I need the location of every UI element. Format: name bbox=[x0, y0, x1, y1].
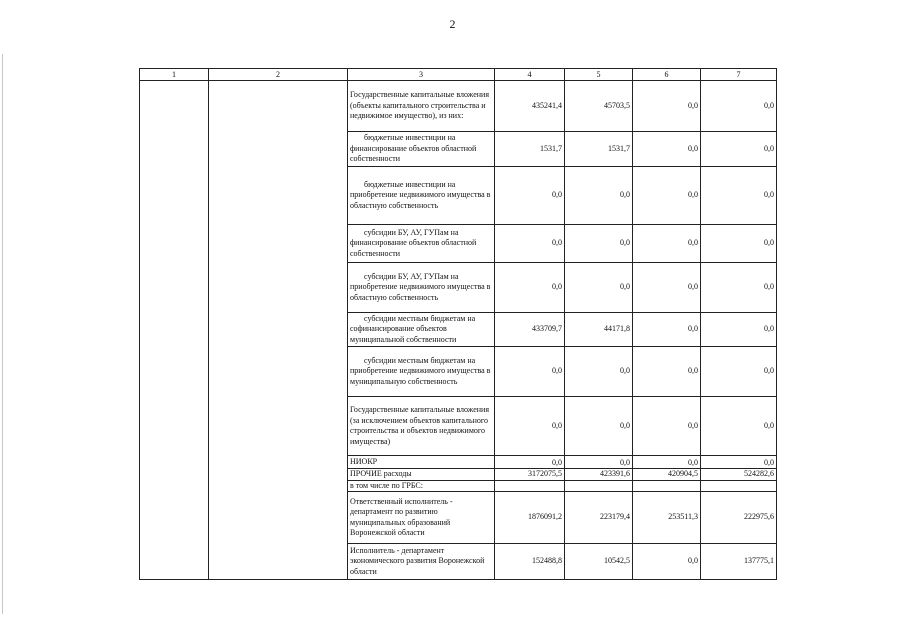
value-col-7: 222975,6 bbox=[701, 492, 777, 544]
row-label bbox=[348, 132, 495, 167]
row-label: Исполнитель - департамент экономического развития Воронежской области bbox=[348, 544, 495, 580]
value-col-7: 0,0 bbox=[701, 132, 777, 167]
value-col-6: 0,0 bbox=[633, 225, 701, 263]
value-col-5 bbox=[565, 480, 633, 492]
row-label bbox=[348, 347, 495, 397]
value-col-4: 0,0 bbox=[495, 263, 565, 313]
value-col-5: 0,0 bbox=[565, 167, 633, 225]
budget-table bbox=[139, 68, 777, 580]
row-label-text: субсидии местным бюджетам на софинансирование объектов муниципальной собственности bbox=[350, 313, 476, 344]
value-col-6: 0,0 bbox=[633, 456, 701, 469]
value-col-5: 0,0 bbox=[565, 263, 633, 313]
value-col-4: 0,0 bbox=[495, 397, 565, 456]
header-cell-3: 3 bbox=[348, 69, 495, 81]
table-header-row bbox=[140, 69, 777, 81]
header-cell-1: 1 bbox=[140, 69, 209, 81]
value-col-7: 0,0 bbox=[701, 225, 777, 263]
value-col-5: 44171,8 bbox=[565, 313, 633, 347]
value-col-7: 0,0 bbox=[701, 397, 777, 456]
value-col-6: 0,0 bbox=[633, 397, 701, 456]
column-2-cell bbox=[209, 81, 348, 580]
value-col-7: 0,0 bbox=[701, 313, 777, 347]
row-label: Государственные капитальные вложения (объекты капитального строительства и недвижимое имущество), из них: bbox=[348, 81, 495, 132]
value-col-4: 1531,7 bbox=[495, 132, 565, 167]
value-col-6: 0,0 bbox=[633, 132, 701, 167]
value-col-7 bbox=[701, 480, 777, 492]
page-number: 2 bbox=[449, 17, 456, 31]
value-col-6: 0,0 bbox=[633, 81, 701, 132]
value-col-5: 10542,5 bbox=[565, 544, 633, 580]
row-label: в том числе по ГРБС: bbox=[348, 480, 495, 492]
value-col-6: 0,0 bbox=[633, 167, 701, 225]
value-col-4: 0,0 bbox=[495, 456, 565, 469]
value-col-5: 423391,6 bbox=[565, 469, 633, 481]
value-col-4: 0,0 bbox=[495, 167, 565, 225]
value-col-5: 1531,7 bbox=[565, 132, 633, 167]
value-col-6: 0,0 bbox=[633, 544, 701, 580]
value-col-7: 137775,1 bbox=[701, 544, 777, 580]
row-label bbox=[348, 225, 495, 263]
value-col-4: 0,0 bbox=[495, 347, 565, 397]
row-label-text: бюджетные инвестиции на приобретение недвижимого имущества в областную собственность bbox=[350, 179, 491, 210]
value-col-4: 3172075,5 bbox=[495, 469, 565, 481]
value-col-7: 0,0 bbox=[701, 167, 777, 225]
header-cell-2: 2 bbox=[209, 69, 348, 81]
value-col-4: 1876091,2 bbox=[495, 492, 565, 544]
value-col-4: 152488,8 bbox=[495, 544, 565, 580]
table-row bbox=[140, 81, 777, 132]
value-col-6: 0,0 bbox=[633, 313, 701, 347]
value-col-6: 0,0 bbox=[633, 263, 701, 313]
value-col-5: 0,0 bbox=[565, 347, 633, 397]
row-label-text: бюджетные инвестиции на финансирование объектов областной собственности bbox=[350, 133, 477, 164]
value-col-6: 0,0 bbox=[633, 347, 701, 397]
row-label: НИОКР bbox=[348, 456, 495, 469]
value-col-5: 45703,5 bbox=[565, 81, 633, 132]
value-col-4: 0,0 bbox=[495, 225, 565, 263]
value-col-7: 0,0 bbox=[701, 81, 777, 132]
value-col-6 bbox=[633, 480, 701, 492]
scan-edge-line bbox=[2, 54, 3, 614]
header-cell-7: 7 bbox=[701, 69, 777, 81]
header-cell-5: 5 bbox=[565, 69, 633, 81]
row-label bbox=[348, 313, 495, 347]
value-col-4: 435241,4 bbox=[495, 81, 565, 132]
value-col-6: 253511,3 bbox=[633, 492, 701, 544]
row-label bbox=[348, 167, 495, 225]
value-col-7: 0,0 bbox=[701, 456, 777, 469]
value-col-4: 433709,7 bbox=[495, 313, 565, 347]
value-col-7: 524282,6 bbox=[701, 469, 777, 481]
row-label bbox=[348, 263, 495, 313]
row-label-text: субсидии местным бюджетам на приобретение недвижимого имущества в муниципальную собственность bbox=[350, 355, 491, 386]
row-label-text: субсидии БУ, АУ, ГУПам на финансирование объектов областной собственности bbox=[350, 227, 477, 258]
column-1-cell bbox=[140, 81, 209, 580]
value-col-4 bbox=[495, 480, 565, 492]
value-col-5: 0,0 bbox=[565, 397, 633, 456]
value-col-5: 223179,4 bbox=[565, 492, 633, 544]
value-col-7: 0,0 bbox=[701, 263, 777, 313]
row-label: Государственные капитальные вложения (за исключением объектов капитального строительства и объектов недвижимого имущества) bbox=[348, 397, 495, 456]
header-cell-4: 4 bbox=[495, 69, 565, 81]
value-col-5: 0,0 bbox=[565, 456, 633, 469]
row-label: Ответственный исполнитель - департамент по развитию муниципальных образований Воронежской области bbox=[348, 492, 495, 544]
value-col-5: 0,0 bbox=[565, 225, 633, 263]
header-cell-6: 6 bbox=[633, 69, 701, 81]
row-label: ПРОЧИЕ расходы bbox=[348, 469, 495, 481]
value-col-7: 0,0 bbox=[701, 347, 777, 397]
value-col-6: 420904,5 bbox=[633, 469, 701, 481]
row-label-text: субсидии БУ, АУ, ГУПам на приобретение недвижимого имущества в областную собственность bbox=[350, 271, 491, 302]
